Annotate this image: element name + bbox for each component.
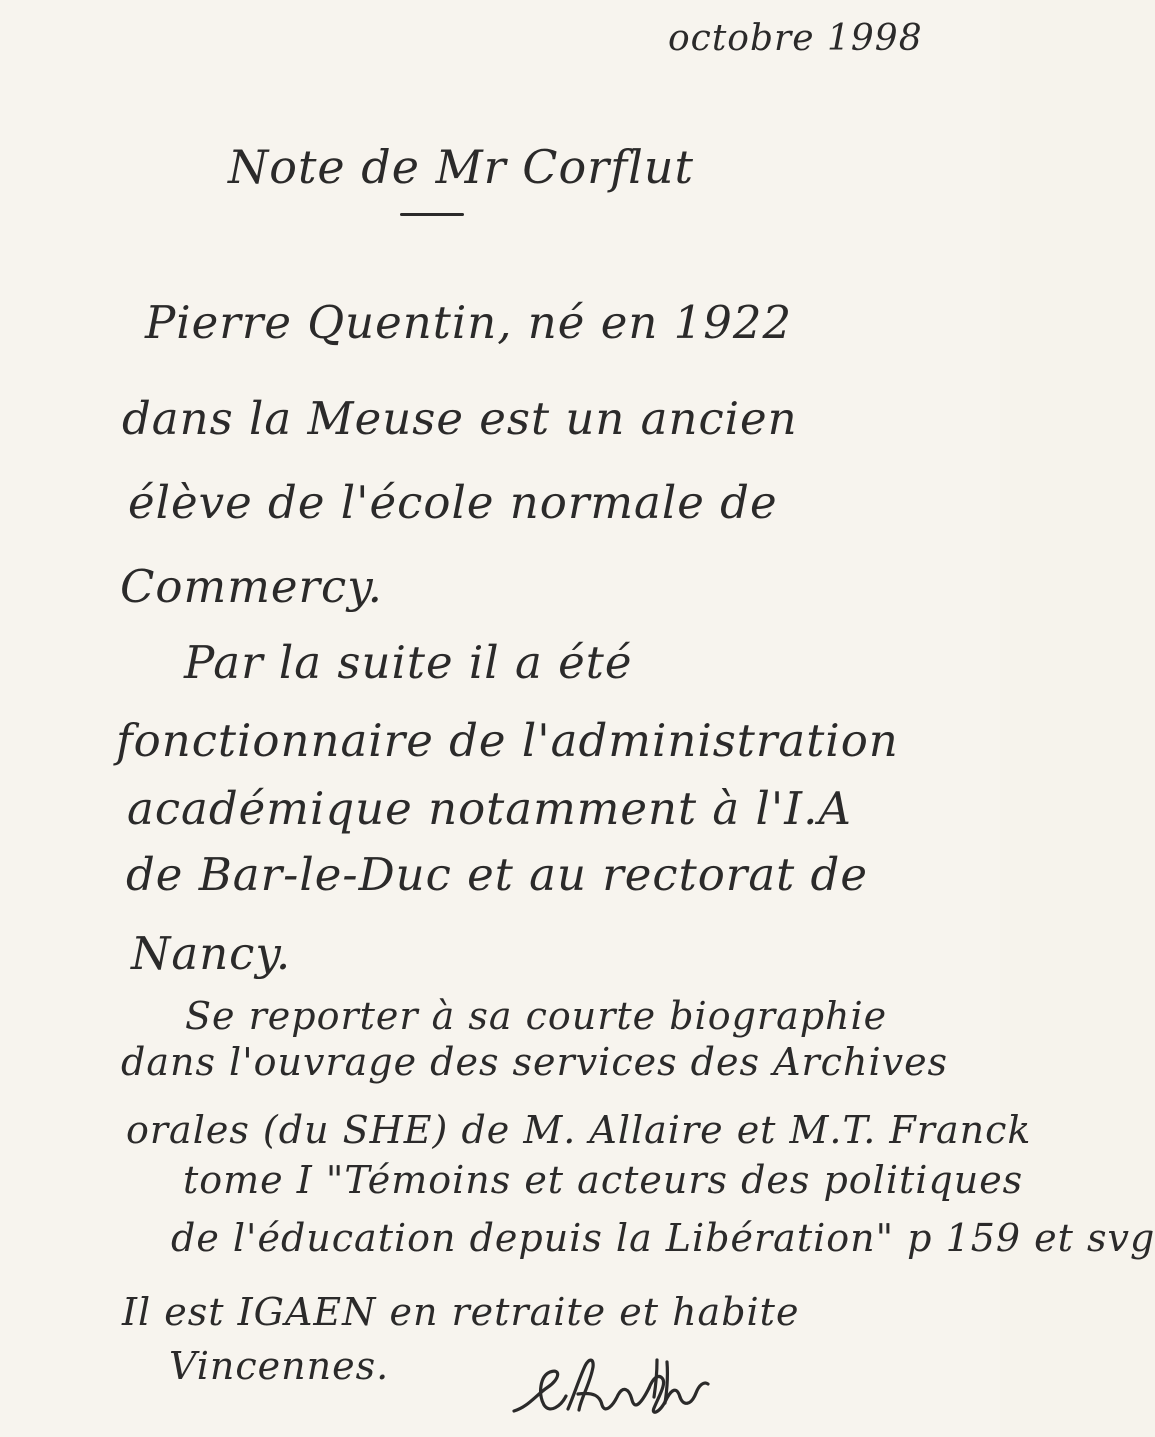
note-heading: Note de Mr Corflut (228, 140, 695, 194)
paragraph-3-line-5: de l'éducation depuis la Libération" p 159 et svg (171, 1216, 1155, 1260)
paragraph-2-line-2: fonctionnaire de l'administration (116, 714, 899, 767)
paragraph-1-line-2: dans la Meuse est un ancien (122, 392, 798, 445)
paragraph-3-line-2: dans l'ouvrage des services des Archives (121, 1040, 949, 1084)
paragraph-2-line-3: académique notamment à l'I.A (127, 782, 852, 835)
closing-line-2: Vincennes. (169, 1344, 390, 1388)
date: octobre 1998 (668, 18, 923, 59)
paragraph-2-line-5: Nancy. (131, 927, 292, 980)
paragraph-1-line-1: Pierre Quentin, né en 1922 (145, 296, 793, 349)
signature-drawing (506, 1348, 726, 1426)
paragraph-3-line-4: tome I "Témoins et acteurs des politiques (183, 1158, 1024, 1202)
paragraph-3-line-3: orales (du SHE) de M. Allaire et M.T. Franck (126, 1108, 1032, 1152)
paragraph-1-line-3: élève de l'école normale de (128, 476, 778, 529)
signature (506, 1348, 726, 1426)
heading-underline (400, 213, 464, 216)
paragraph-1-line-4: Commercy. (120, 560, 383, 613)
closing-line-1: Il est IGAEN en retraite et habite (122, 1290, 800, 1334)
paragraph-2-line-4: de Bar-le-Duc et au rectorat de (126, 848, 868, 901)
paragraph-3-line-1: Se reporter à sa courte biographie (185, 994, 888, 1038)
paragraph-2-line-1: Par la suite il a été (184, 636, 633, 689)
